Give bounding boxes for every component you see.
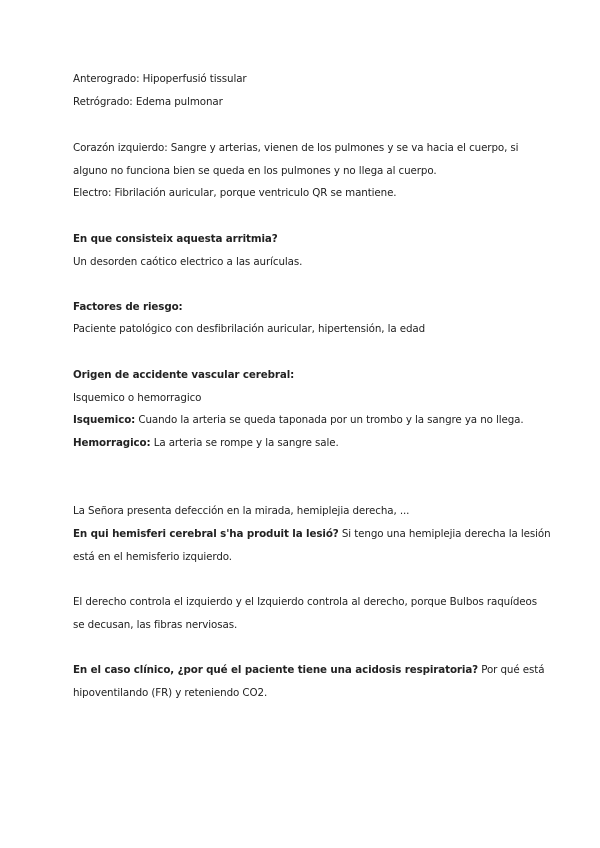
retrogrado-line: Retrógrado: Edema pulmonar — [73, 96, 223, 108]
control-line-1: El derecho controla el izquierdo y el Izquierdo controla al derecho, porque Bulbos raquídeos — [73, 596, 537, 608]
corazon-line-1: Corazón izquierdo: Sangre y arterias, vienen de los pulmones y se va hacia el cuerpo, si — [73, 142, 519, 154]
hemorragico-line — [73, 436, 533, 450]
hemorragico-text: La arteria se rompe y la sangre sale. — [150, 437, 339, 449]
isquemico-line — [73, 413, 533, 427]
origen-heading: Origen de accidente vascular cerebral: — [73, 369, 295, 381]
hemisferi-answer-2: está en el hemisferio izquierdo. — [73, 551, 232, 563]
electro-line: Electro: Fibrilación auricular, porque ventriculo QR se mantiene. — [73, 187, 397, 199]
hemorragico-label: Hemorragico: — [73, 437, 151, 449]
hemisferi-question: En qui hemisferi cerebral s'ha produit la lesió? — [73, 528, 339, 540]
anterogrado-line: Anterogrado: Hipoperfusió tissular — [73, 73, 247, 85]
isquemico-label: Isquemico: — [73, 414, 136, 426]
arritmia-answer: Un desorden caótico electrico a las aurículas. — [73, 256, 303, 268]
control-line-2: se decusan, las fibras nerviosas. — [73, 619, 238, 631]
senora-presenta: La Señora presenta defección en la mirada, hemiplejia derecha, ... — [73, 505, 410, 517]
isquemico-text: Cuando la arteria se queda taponada por un trombo y la sangre ya no llega. — [135, 414, 524, 426]
hemisferi-answer-1: Si tengo una hemiplejia derecha la lesión — [338, 528, 551, 540]
hemisferi-line-1 — [73, 527, 551, 541]
acidosis-answer-1: Por qué está — [478, 664, 545, 676]
origen-types: Isquemico o hemorragico — [73, 392, 202, 404]
acidosis-line-1 — [73, 663, 545, 677]
acidosis-answer-2: hipoventilando (FR) y reteniendo CO2. — [73, 687, 268, 699]
arritmia-question: En que consisteix aquesta arritmia? — [73, 233, 278, 245]
corazon-line-2: alguno no funciona bien se queda en los pulmones y no llega al cuerpo. — [73, 165, 437, 177]
factores-heading: Factores de riesgo: — [73, 301, 183, 313]
acidosis-question: En el caso clínico, ¿por qué el paciente tiene una acidosis respiratoria? — [73, 664, 479, 676]
factores-answer: Paciente patológico con desfibrilación auricular, hipertensión, la edad — [73, 323, 426, 335]
